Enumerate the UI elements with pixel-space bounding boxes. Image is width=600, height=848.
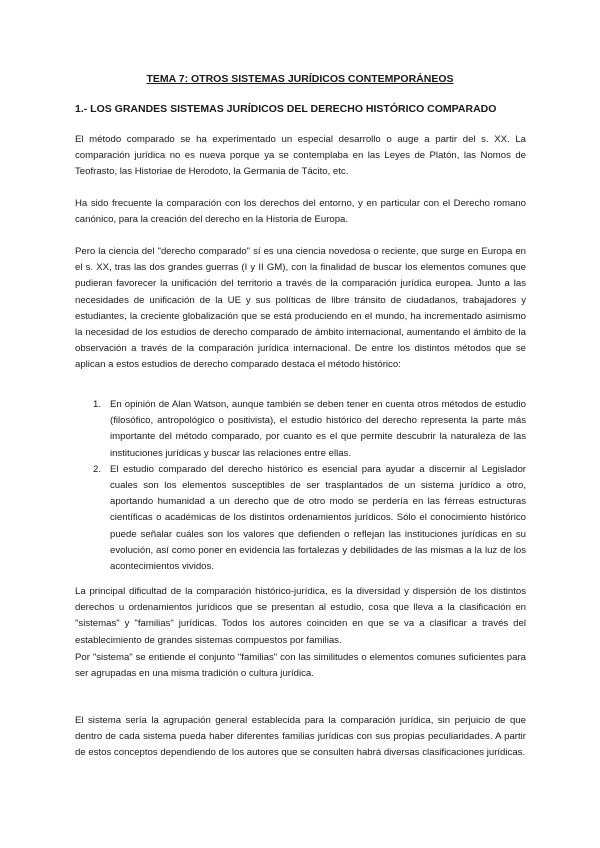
- section-heading: 1.- LOS GRANDES SISTEMAS JURÍDICOS DEL DERECHO HISTÓRICO COMPARADO: [75, 103, 497, 115]
- paragraph: Pero la ciencia del "derecho comparado" sí es una ciencia novedosa o reciente, que surge en Europa en el s. XX, tras las dos grandes guerras (I y II GM), con la finalidad de buscar los elementos comunes que pudieran favorecer la unificación del territorio a través de la comparación jurídica europea. Junto a las necesidades de unificación de la UE y sus políticas de libre tránsito de ciudadanos, trabajadores y estudiantes, la creciente globalización que se está produciendo en el mundo, ha incrementado asimismo la necesidad de los estudios de derecho comparado de ámbito internacional, aumentando el ámbito de la observación a través de la comparación jurídica internacional. De entre los distintos métodos que se aplican a estos estudios de derecho comparado destaca el método histórico:: [75, 246, 526, 371]
- paragraph: Ha sido frecuente la comparación con los derechos del entorno, y en particular con el Derecho romano canónico, para la creación del derecho en la Historia de Europa.: [75, 198, 526, 226]
- numbered-list: [93, 397, 526, 575]
- list-number: 2.: [93, 463, 102, 475]
- paragraph: La principal dificultad de la comparación histórico-jurídica, es la diversidad y dispersión de los distintos derechos u ordenamientos jurídicos que se presentan al estudio, cosa que lleva a la clasificación en "sistemas" y "familias" jurídicas. Todos los autores coinciden en que se va a clasificar a través del establecimiento de grandes sistemas compuestos por familias.: [75, 586, 526, 646]
- paragraph: Por "sistema" se entiende el conjunto "familias" con las similitudes o elementos comunes suficientes para ser agrupadas en una misma tradición o cultura jurídica.: [75, 652, 526, 680]
- list-item-text: En opinión de Alan Watson, aunque también se deben tener en cuenta otros métodos de estudio (filosófico, antropológico o positivista), el estudio histórico del derecho representa la parte más importante del método comparado, por cuanto es el que permite descubrir la naturaleza de las instituciones jurídicas y buscar las relaciones entre ellas.: [110, 399, 526, 459]
- paragraph: El método comparado se ha experimentado un especial desarrollo o auge a partir del s. XX. La comparación jurídica no es nueva porque ya se contemplaba en las Leyes de Platón, las Nomos de Teofrasto, las Historiae de Herodoto, la Germania de Tácito, etc.: [75, 134, 526, 178]
- document-title: TEMA 7: OTROS SISTEMAS JURÍDICOS CONTEMPORÁNEOS: [146, 73, 454, 85]
- list-number: 1.: [93, 399, 102, 410]
- paragraph: El sistema sería la agrupación general establecida para la comparación jurídica, sin perjuicio de que dentro de cada sistema pueda haber diferentes familias jurídicas con sus propias peculiaridades. A partir de estos conceptos dependiendo de los autores que se consulten habrá diversas clasificaciones jurídicas.: [75, 715, 526, 759]
- list-item-text: El estudio comparado del derecho histórico es esencial para ayudar a discernir al Legislador cuales son los elementos susceptibles de ser trasplantados de un sistema jurídico a otro, aportando humanidad a un derecho que de otro modo se perdería en las férreas estructuras científicas o académicas de los distintos ordenamientos jurídicos. Sólo el conocimiento histórico puede señalar cuáles son los valores que defienden o reflejan las instituciones jurídicas en su evolución, así como poner en evidencia las fortalezas y debilidades de las mismas a la luz de los acontecimientos vividos.: [110, 463, 526, 573]
- list-item: [93, 397, 526, 462]
- list-item: [93, 462, 526, 575]
